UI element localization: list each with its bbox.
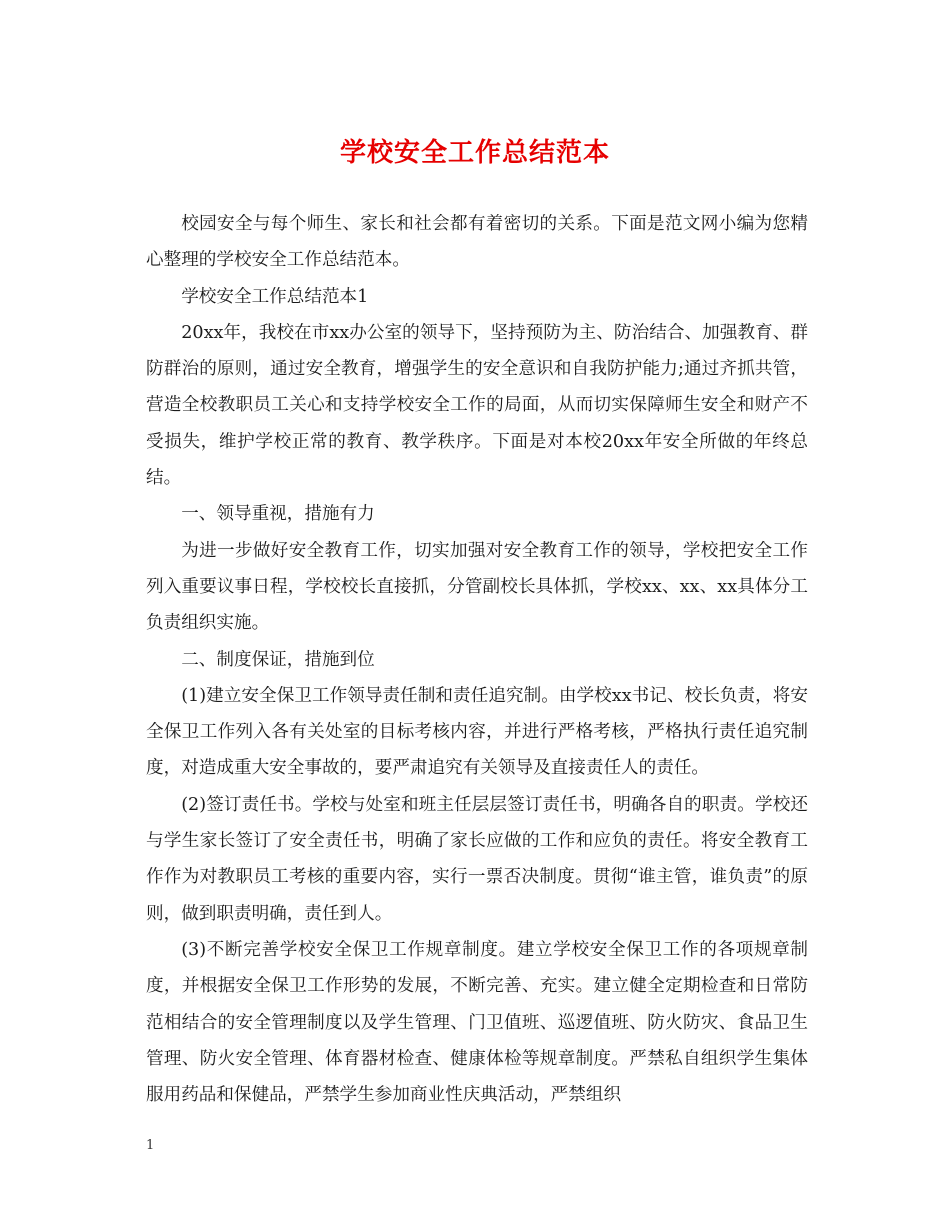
body-paragraph: 为进一步做好安全教育工作，切实加强对安全教育工作的领导，学校把安全工作列入重要议事日程，学校校长直接抓，分管副校长具体抓，学校xx、xx、xx具体分工负责组织实施。 xyxy=(146,540,808,634)
page-number: 1 xyxy=(146,1138,155,1153)
body-paragraph: (3)不断完善学校安全保卫工作规章制度。建立学校安全保卫工作的各项规章制度，并根据安全保卫工作形势的发展，不断完善、充实。建立健全定期检查和日常防范相结合的安全管理制度以及学生管理、门卫值班、巡逻值班、防火防灾、食品卫生管理、防火安全管理、体育器材检查、健康体检等规章制度。严禁私自组织学生集体服用药品和保健品，严禁学生参加商业性庆典活动，严禁组织 xyxy=(146,939,808,1106)
section-heading-sample-1: 学校安全工作总结范本1 xyxy=(181,286,369,307)
body-paragraph: (1)建立安全保卫工作领导责任制和责任追究制。由学校xx书记、校长负责，将安全保卫工作列入各有关处室的目标考核内容，并进行严格考核，严格执行责任追究制度，对造成重大安全事故的，要严肃追究有关领导及直接责任人的责任。 xyxy=(146,685,808,779)
document-title: 学校安全工作总结范本 xyxy=(339,138,610,168)
section-heading-leadership: 一、领导重视，措施有力 xyxy=(181,504,375,525)
intro-paragraph: 校园安全与每个师生、家长和社会都有着密切的关系。下面是范文网小编为您精心整理的学校安全工作总结范本。 xyxy=(146,214,808,271)
document-body xyxy=(146,206,808,1113)
body-paragraph: (2)签订责任书。学校与处室和班主任层层签订责任书，明确各自的职责。学校还与学生家长签订了安全责任书，明确了家长应做的工作和应负的责任。将安全教育工作作为对教职员工考核的重要内容，实行一票否决制度。贯彻“谁主管，谁负责”的原则，做到职责明确，责任到人。 xyxy=(146,794,808,924)
body-paragraph: 20xx年，我校在市xx办公室的领导下，坚持预防为主、防治结合、加强教育、群防群治的原则，通过安全教育，增强学生的安全意识和自我防护能力;通过齐抓共管，营造全校教职员工关心和支持学校安全工作的局面，从而切实保障师生安全和财产不受损失，维护学校正常的教育、教学秩序。下面是对本校20xx年安全所做的年终总结。 xyxy=(146,322,808,489)
section-heading-system: 二、制度保证，措施到位 xyxy=(181,649,375,670)
